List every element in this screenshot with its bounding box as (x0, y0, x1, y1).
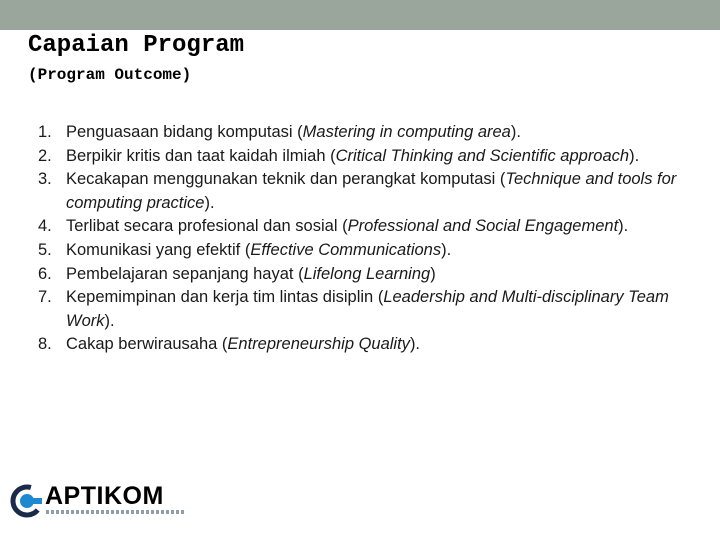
outcome-item: 6. Pembelajaran sepanjang hayat (Lifelong Learning) (38, 264, 436, 283)
outcome-item: 1. Penguasaan bidang komputasi (Mastering in computing area). (38, 123, 521, 141)
slide-subtitle: (Program Outcome) (28, 66, 192, 84)
aptikom-logo-icon (10, 484, 44, 518)
outcome-item: 5. Komunikasi yang efektif (Effective Communications). (38, 240, 452, 259)
outcome-item: 4. Terlibat secara profesional dan sosial (Professional and Social Engagement). (38, 217, 629, 236)
outcome-item: 3. Kecakapan menggunakan teknik dan perangkat komputasi (Technique and tools for computing practice). (38, 170, 677, 212)
logo-text: APTIKOM (45, 482, 164, 510)
top-bar (0, 0, 720, 30)
outcome-list (28, 121, 688, 357)
outcome-item: 2. Berpikir kritis dan taat kaidah ilmiah (Critical Thinking and Scientific approach). (38, 146, 640, 165)
logo-tagline (46, 510, 186, 514)
outcome-item: 7. Kepemimpinan dan kerja tim lintas disiplin (Leadership and Multi-disciplinary Team Work). (38, 288, 669, 330)
aptikom-logo (10, 484, 190, 518)
outcome-item: 8. Cakap berwirausaha (Entrepreneurship Quality). (38, 335, 421, 354)
slide-title: Capaian Program (28, 32, 245, 59)
